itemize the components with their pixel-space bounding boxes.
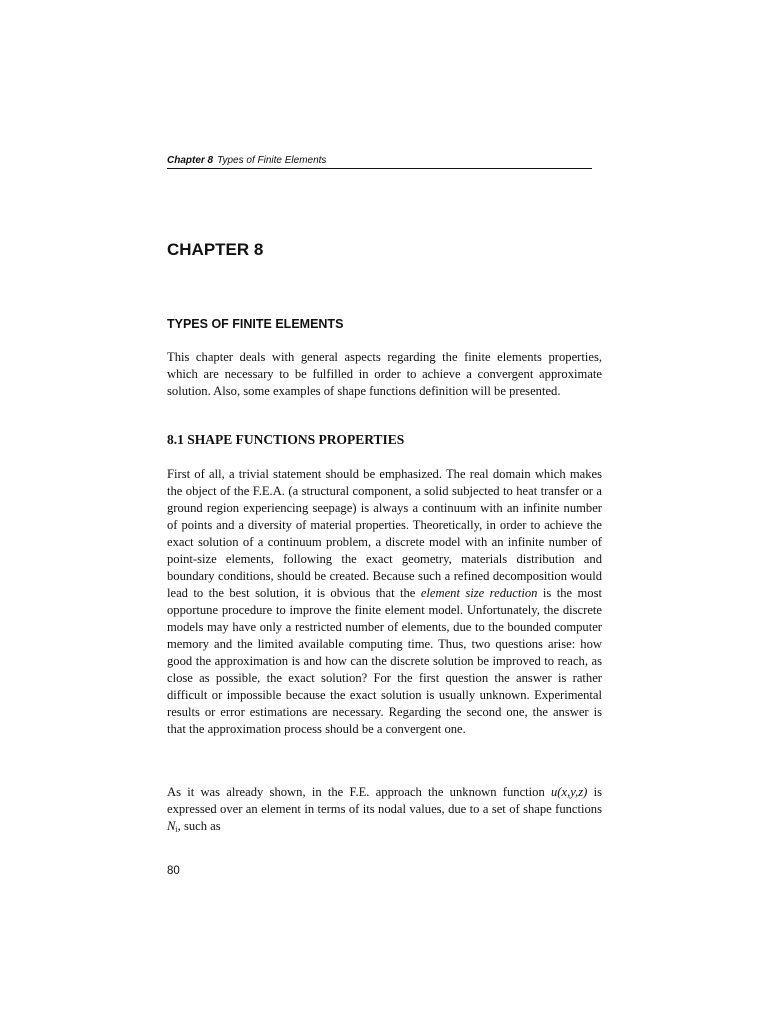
chapter-subtitle: TYPES OF FINITE ELEMENTS — [167, 317, 344, 331]
running-head-chapter: Chapter 8 — [167, 155, 214, 166]
chapter-heading: CHAPTER 8 — [167, 240, 264, 259]
body-paragraph-2 — [167, 784, 602, 835]
body-paragraph-2-text-a: As it was already shown, in the F.E. approach the unknown function — [167, 785, 551, 799]
body-paragraph-2-text-b: is expressed over an element in terms of its nodal values, due to a set of shape functions — [167, 785, 602, 816]
body-paragraph-1-text-b: is the most opportune procedure to improve the finite element model. Unfortunately, the discrete models may have only a restricted number of elements, due to the bounded computer memory and the limited available computing time. Thus, two questions arise: how good the approximation is and how can the discrete solution be improved to reach, as close as possible, the exact solution? For the first question the answer is rather difficult or impossible because the exact solution is usually unknown. Experimental results or error estimations are necessary. Regarding the second one, the answer is that the approximation process should be a convergent one. — [167, 586, 602, 736]
body-paragraph-1 — [167, 466, 602, 738]
page-number: 80 — [167, 865, 180, 877]
body-paragraph-2-text-c: , such as — [177, 819, 221, 833]
unknown-function: u(x,y,z) — [550, 785, 588, 799]
intro-paragraph: This chapter deals with general aspects regarding the finite elements properties, which are necessary to be fulfilled in order to achieve a convergent approximate solution. Also, some examples of shape functions definition will be presented. — [167, 350, 602, 398]
section-heading: 8.1 SHAPE FUNCTIONS PROPERTIES — [167, 432, 405, 447]
body-paragraph-1-text-a: First of all, a trivial statement should be emphasized. The real domain which makes the object of the F.E.A. (a structural component, a solid subjected to heat transfer or a ground region experiencing seepage) is always a continuum with an infinite number of points and a diversity of material properties. Theoretically, in order to achieve the exact solution of a continuum problem, a discrete model with an infinite number of point-size elements, following the exact geometry, materials distribution and boundary conditions, should be created. Because such a refined decomposition would lead to the best solution, it is obvious that the — [167, 467, 602, 600]
shape-function-symbol: N — [167, 819, 176, 833]
running-head — [167, 155, 592, 169]
emphasis-element-size-reduction: element size reduction — [420, 586, 538, 600]
running-head-title: Types of Finite Elements — [217, 155, 327, 166]
shape-function-subscript: i — [175, 825, 178, 834]
